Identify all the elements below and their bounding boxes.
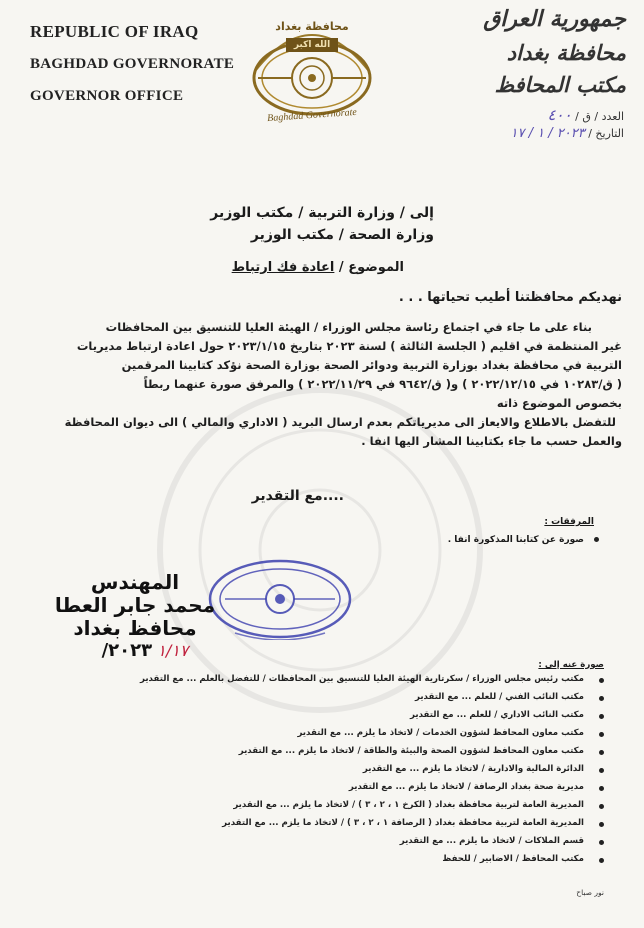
header-ar-line-1: جمهورية العراق xyxy=(483,6,626,32)
signature-date-handwritten: ١/١٧ xyxy=(157,641,189,660)
copy-item: مكتب النائب الفني / للعلم ... مع التقدير xyxy=(414,692,584,702)
number-label: العدد / ق / xyxy=(575,110,624,123)
copy-item: قسم الملاكات / لاتخاذ ما يلزم ... مع التقدير xyxy=(399,836,584,846)
logo-banner-text: الله اكبر xyxy=(293,40,331,50)
body-line: بخصوص الموضوع ذاته xyxy=(496,396,622,410)
body-text xyxy=(22,318,622,451)
attachments-label: المرفقات : xyxy=(544,517,594,527)
copy-item: مكتب معاون المحافظ لشؤون الخدمات / لاتخاذ ما يلزم ... مع التقدير xyxy=(297,728,584,738)
subject-line xyxy=(232,260,404,275)
body-line: التربية في محافظة بغداد بوزارة التربية ودوائر الصحة بوزارة الصحة نؤكد كتابينا المرقمين xyxy=(121,358,622,372)
copy-bullet xyxy=(599,732,604,737)
addressee-line-2: وزارة الصحة / مكتب الوزير xyxy=(250,227,434,243)
greeting: نهديكم محافظتنا أطيب تحياتها . . . xyxy=(398,290,622,305)
governorate-logo xyxy=(238,8,386,133)
copy-bullet xyxy=(599,768,604,773)
copy-item: المديرية العامة لتربية محافظة بغداد ( الرصافة ١ ، ٢ ، ٣ ) / لاتخاذ ما يلزم ... مع التقدير xyxy=(222,818,584,828)
copy-item: مكتب رئيس مجلس الوزراء / سكرتارية الهيئة العليا للتنسيق بين المحافظات / للتفضل بالعلم ... مع التقدير xyxy=(139,674,584,684)
header-en-line-3: GOVERNOR OFFICE xyxy=(30,88,184,104)
date-value: ٢٠٢٣ / ١ / ١٧ xyxy=(510,126,585,141)
subject-label: الموضوع / xyxy=(338,260,404,275)
closing: ....مع التقدير xyxy=(251,488,344,504)
number-value: ٤٠٠ xyxy=(547,106,572,124)
signature-date xyxy=(60,640,230,661)
request-line: للتفضل بالاطلاع والايعاز الى مديرياتكم بعدم ارسال البريد ( الاداري والمالي ) الى ديوان المحافظة xyxy=(64,415,616,429)
attachments-item: صورة عن كتابنا المذكورة انفا . xyxy=(447,535,584,545)
copy-bullet xyxy=(599,696,604,701)
body-line: بناء على ما جاء في اجتماع رئاسة مجلس الوزراء / الهيئة العليا للتنسيق بين المحافظات xyxy=(105,320,592,334)
subject-value: اعادة فك ارتباط xyxy=(231,260,335,275)
body-line: ( ق/١٠٢٨٣ في ٢٠٢٢/١٢/١٥ ) و( ق/٩٦٤٢ في ٢٠٢٢/١١/٢٩ ) والمرفق صورة عنهما ربطاً xyxy=(143,377,622,391)
copy-item: مكتب النائب الاداري / للعلم ... مع التقدير xyxy=(410,710,584,720)
signature-title: المهندس xyxy=(90,570,180,594)
request-line: والعمل حسب ما جاء بكتابينا المشار اليها انفا . xyxy=(361,434,622,448)
copy-bullet xyxy=(599,714,604,719)
typist-initials: نور صباح xyxy=(576,888,604,897)
copy-bullet xyxy=(599,786,604,791)
copy-item: مكتب معاون المحافظ لشؤون الصحة والبيئة والطاقة / لاتخاذ ما يلزم ... مع التقدير xyxy=(238,746,584,756)
copy-item: مديرية صحة بغداد الرصافة / لاتخاذ ما يلزم ... مع التقدير xyxy=(348,782,584,792)
header-ar-line-3: مكتب المحافظ xyxy=(494,72,626,97)
copy-bullet xyxy=(599,804,604,809)
date-label: التاريخ / xyxy=(588,127,624,140)
copy-item: المديرية العامة لتربية محافظة بغداد ( الكرخ ١ ، ٢ ، ٣ ) / لاتخاذ ما يلزم ... مع التقدير xyxy=(233,800,584,810)
logo-top-text: محافظة بغداد xyxy=(275,20,349,33)
copy-item: الدائرة المالية والادارية / لاتخاذ ما يلزم ... مع التقدير xyxy=(362,764,584,774)
signature-name: محمد جابر العطا xyxy=(54,593,216,617)
document-date xyxy=(511,126,624,141)
copy-bullet xyxy=(599,678,604,683)
copy-item: مكتب المحافظ / الاضابير / للحفظ xyxy=(442,854,584,864)
copy-bullet xyxy=(599,840,604,845)
signature-date-year: ٢٠٢٣/ xyxy=(101,640,153,661)
logo-bottom-text: Baghdad Governorate xyxy=(266,106,358,125)
copy-bullet xyxy=(599,750,604,755)
body-line: غير المنتظمة في اقليم ( الجلسة الثالثة ) لسنة ٢٠٢٣ بتاريخ ٢٠٢٣/١/١٥ حول اعادة ارتباط مديريات xyxy=(76,339,622,353)
header-ar-line-2: محافظة بغداد xyxy=(506,40,626,65)
header-en-line-1: REPUBLIC OF IRAQ xyxy=(30,22,199,41)
attachment-bullet xyxy=(594,537,599,542)
addressee-line-1: إلى / وزارة التربية / مكتب الوزير xyxy=(210,205,434,221)
copy-bullet xyxy=(599,822,604,827)
copy-bullet xyxy=(599,858,604,863)
document-number xyxy=(548,106,625,124)
header-en-line-2: BAGHDAD GOVERNORATE xyxy=(30,56,235,72)
signature-position: محافظ بغداد xyxy=(73,616,197,640)
copies-label: صورة عنه إلى : xyxy=(538,660,604,670)
